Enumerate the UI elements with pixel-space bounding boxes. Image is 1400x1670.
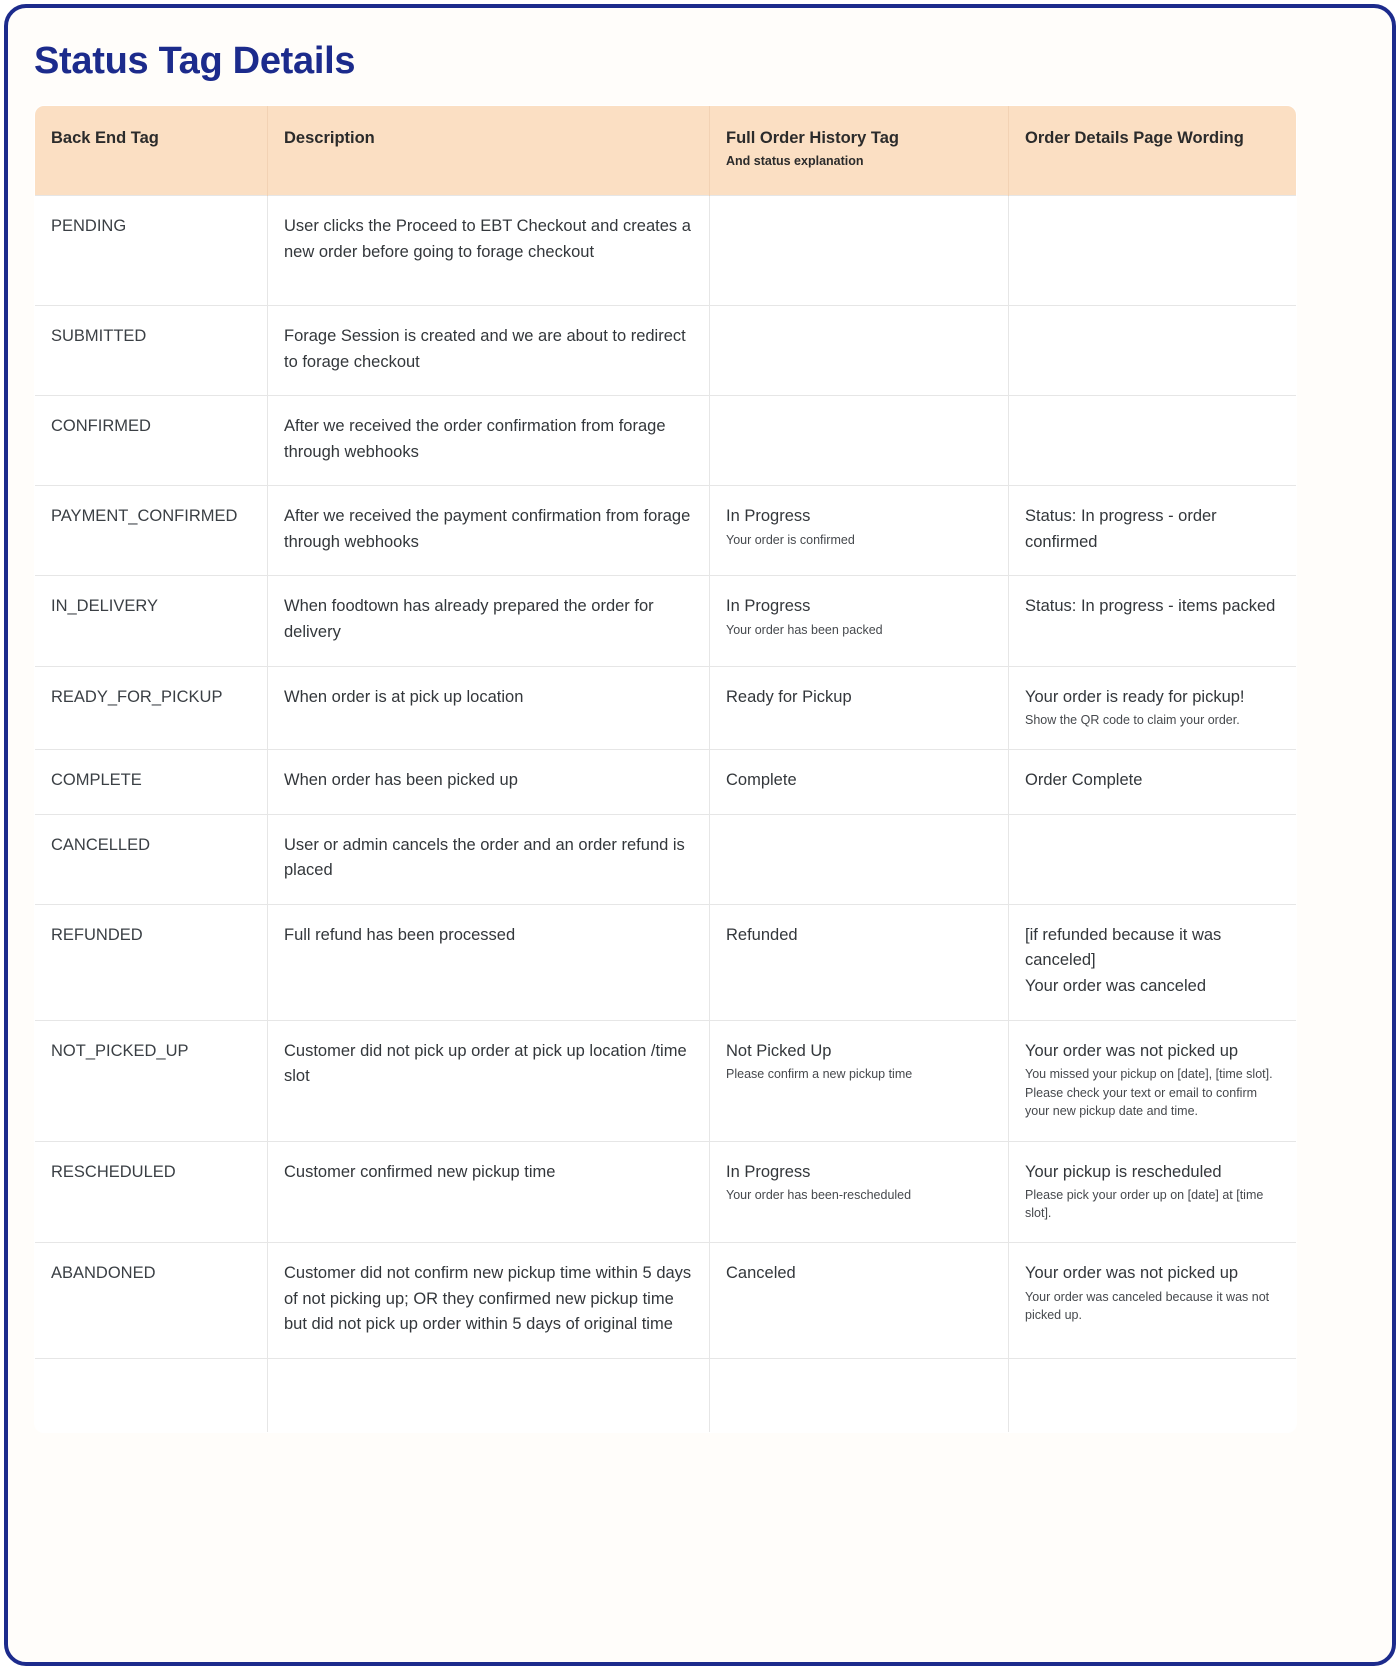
cell-order-details-wording bbox=[1009, 904, 1297, 1020]
column-header-label: Order Details Page Wording bbox=[1025, 129, 1244, 147]
cell-description: Customer did not pick up order at pick up location /time slot bbox=[268, 1020, 710, 1141]
column-header-description bbox=[268, 106, 710, 196]
cell-order-details-wording bbox=[1009, 396, 1297, 486]
history-tag-label: Refunded bbox=[726, 925, 798, 944]
history-tag-label: In Progress bbox=[726, 507, 811, 526]
cell-back-end-tag bbox=[35, 1359, 268, 1433]
cell-back-end-tag: REFUNDED bbox=[35, 904, 268, 1020]
cell-order-details-wording bbox=[1009, 1141, 1297, 1243]
cell-description: After we received the order confirmation from forage through webhooks bbox=[268, 396, 710, 486]
column-header-back-end-tag bbox=[35, 106, 268, 196]
cell-description: After we received the payment confirmation from forage through webhooks bbox=[268, 486, 710, 576]
cell-back-end-tag: IN_DELIVERY bbox=[35, 576, 268, 666]
cell-description: Customer confirmed new pickup time bbox=[268, 1141, 710, 1243]
cell-back-end-tag: NOT_PICKED_UP bbox=[35, 1020, 268, 1141]
details-wording-line: Your pickup is rescheduled bbox=[1025, 1162, 1222, 1181]
cell-description: Forage Session is created and we are about to redirect to forage checkout bbox=[268, 306, 710, 396]
cell-full-order-history-tag bbox=[710, 576, 1009, 666]
details-wording-line: Your order was not picked up bbox=[1025, 1264, 1239, 1283]
table-row bbox=[35, 306, 1297, 396]
column-header-order-details-page-wording bbox=[1009, 106, 1297, 196]
history-tag-label: Not Picked Up bbox=[726, 1041, 832, 1060]
history-tag-label: Canceled bbox=[726, 1264, 796, 1283]
cell-back-end-tag: PENDING bbox=[35, 196, 268, 306]
cell-back-end-tag: COMPLETE bbox=[35, 750, 268, 815]
cell-full-order-history-tag bbox=[710, 1141, 1009, 1243]
history-tag-label: Ready for Pickup bbox=[726, 687, 852, 706]
table-row bbox=[35, 196, 1297, 306]
history-tag-label: In Progress bbox=[726, 1162, 811, 1181]
status-tag-table bbox=[34, 105, 1297, 1433]
table-row bbox=[35, 1020, 1297, 1141]
cell-back-end-tag: SUBMITTED bbox=[35, 306, 268, 396]
table-row bbox=[35, 486, 1297, 576]
cell-back-end-tag: CANCELLED bbox=[35, 814, 268, 904]
cell-order-details-wording bbox=[1009, 196, 1297, 306]
table-row bbox=[35, 1141, 1297, 1243]
details-wording-explanation: Please check your text or email to confirm your new pickup date and time. bbox=[1025, 1086, 1258, 1119]
history-tag-explanation: Please confirm a new pickup time bbox=[726, 1067, 913, 1082]
history-tag-explanation: Your order has been packed bbox=[726, 622, 883, 637]
column-header-sublabel: And status explanation bbox=[726, 153, 864, 168]
status-table-container bbox=[34, 105, 1366, 1433]
cell-order-details-wording bbox=[1009, 1020, 1297, 1141]
document-frame bbox=[4, 4, 1396, 1666]
table-header-row bbox=[35, 106, 1297, 196]
cell-description: When order is at pick up location bbox=[268, 666, 710, 750]
cell-back-end-tag: RESCHEDULED bbox=[35, 1141, 268, 1243]
column-header-label: Description bbox=[284, 129, 375, 147]
cell-description bbox=[268, 1359, 710, 1433]
table-row bbox=[35, 750, 1297, 815]
table-row bbox=[35, 904, 1297, 1020]
cell-full-order-history-tag bbox=[710, 814, 1009, 904]
history-tag-explanation: Your order is confirmed bbox=[726, 532, 855, 547]
cell-description: User or admin cancels the order and an order refund is placed bbox=[268, 814, 710, 904]
details-wording-line: Your order was canceled bbox=[1025, 977, 1207, 996]
cell-full-order-history-tag bbox=[710, 486, 1009, 576]
details-wording-line: [if refunded because it was canceled] bbox=[1025, 925, 1222, 970]
cell-full-order-history-tag bbox=[710, 1243, 1009, 1359]
column-header-full-order-history-tag bbox=[710, 106, 1009, 196]
cell-order-details-wording bbox=[1009, 1359, 1297, 1433]
history-tag-label: In Progress bbox=[726, 597, 811, 616]
cell-full-order-history-tag bbox=[710, 306, 1009, 396]
cell-full-order-history-tag bbox=[710, 1020, 1009, 1141]
cell-full-order-history-tag bbox=[710, 196, 1009, 306]
details-wording-explanation: Your order was canceled because it was not picked up. bbox=[1025, 1289, 1270, 1323]
cell-back-end-tag: PAYMENT_CONFIRMED bbox=[35, 486, 268, 576]
cell-order-details-wording bbox=[1009, 750, 1297, 815]
table-row bbox=[35, 576, 1297, 666]
cell-full-order-history-tag bbox=[710, 666, 1009, 750]
cell-full-order-history-tag bbox=[710, 396, 1009, 486]
cell-order-details-wording bbox=[1009, 814, 1297, 904]
cell-description: User clicks the Proceed to EBT Checkout and creates a new order before going to forage checkout bbox=[268, 196, 710, 306]
details-wording-explanation: Show the QR code to claim your order. bbox=[1025, 713, 1240, 728]
cell-full-order-history-tag bbox=[710, 904, 1009, 1020]
column-header-label: Back End Tag bbox=[51, 129, 159, 147]
details-wording-explanation: Please pick your order up on [date] at [time slot]. bbox=[1025, 1188, 1264, 1221]
details-wording-line: Status: In progress - order confirmed bbox=[1025, 507, 1217, 551]
details-wording-line: Your order was not picked up bbox=[1025, 1041, 1239, 1060]
cell-description: Customer did not confirm new pickup time within 5 days of not picking up; OR they confirmed new pickup time but did not pick up order within 5 days of original time bbox=[268, 1243, 710, 1359]
cell-order-details-wording bbox=[1009, 306, 1297, 396]
cell-order-details-wording bbox=[1009, 666, 1297, 750]
cell-back-end-tag: CONFIRMED bbox=[35, 396, 268, 486]
page-title: Status Tag Details bbox=[34, 40, 356, 82]
cell-full-order-history-tag bbox=[710, 750, 1009, 815]
details-wording-line: Status: In progress - items packed bbox=[1025, 597, 1276, 616]
details-wording-line: Your order is ready for pickup! bbox=[1025, 687, 1245, 706]
table-row bbox=[35, 396, 1297, 486]
table-header bbox=[35, 106, 1297, 196]
table-row bbox=[35, 1243, 1297, 1359]
cell-full-order-history-tag bbox=[710, 1359, 1009, 1433]
table-row bbox=[35, 666, 1297, 750]
table-row bbox=[35, 814, 1297, 904]
history-tag-explanation: Your order has been-rescheduled bbox=[726, 1188, 912, 1203]
details-wording-explanation: You missed your pickup on [date], [time slot]. bbox=[1025, 1067, 1273, 1082]
history-tag-label: Complete bbox=[726, 771, 797, 790]
cell-description: When order has been picked up bbox=[268, 750, 710, 815]
details-wording-line: Order Complete bbox=[1025, 771, 1143, 790]
cell-back-end-tag: ABANDONED bbox=[35, 1243, 268, 1359]
cell-order-details-wording bbox=[1009, 486, 1297, 576]
table-body bbox=[35, 196, 1297, 1433]
cell-order-details-wording bbox=[1009, 1243, 1297, 1359]
table-row bbox=[35, 1359, 1297, 1433]
column-header-label: Full Order History Tag bbox=[726, 129, 899, 147]
cell-order-details-wording bbox=[1009, 576, 1297, 666]
cell-description: When foodtown has already prepared the order for delivery bbox=[268, 576, 710, 666]
cell-back-end-tag: READY_FOR_PICKUP bbox=[35, 666, 268, 750]
cell-description: Full refund has been processed bbox=[268, 904, 710, 1020]
